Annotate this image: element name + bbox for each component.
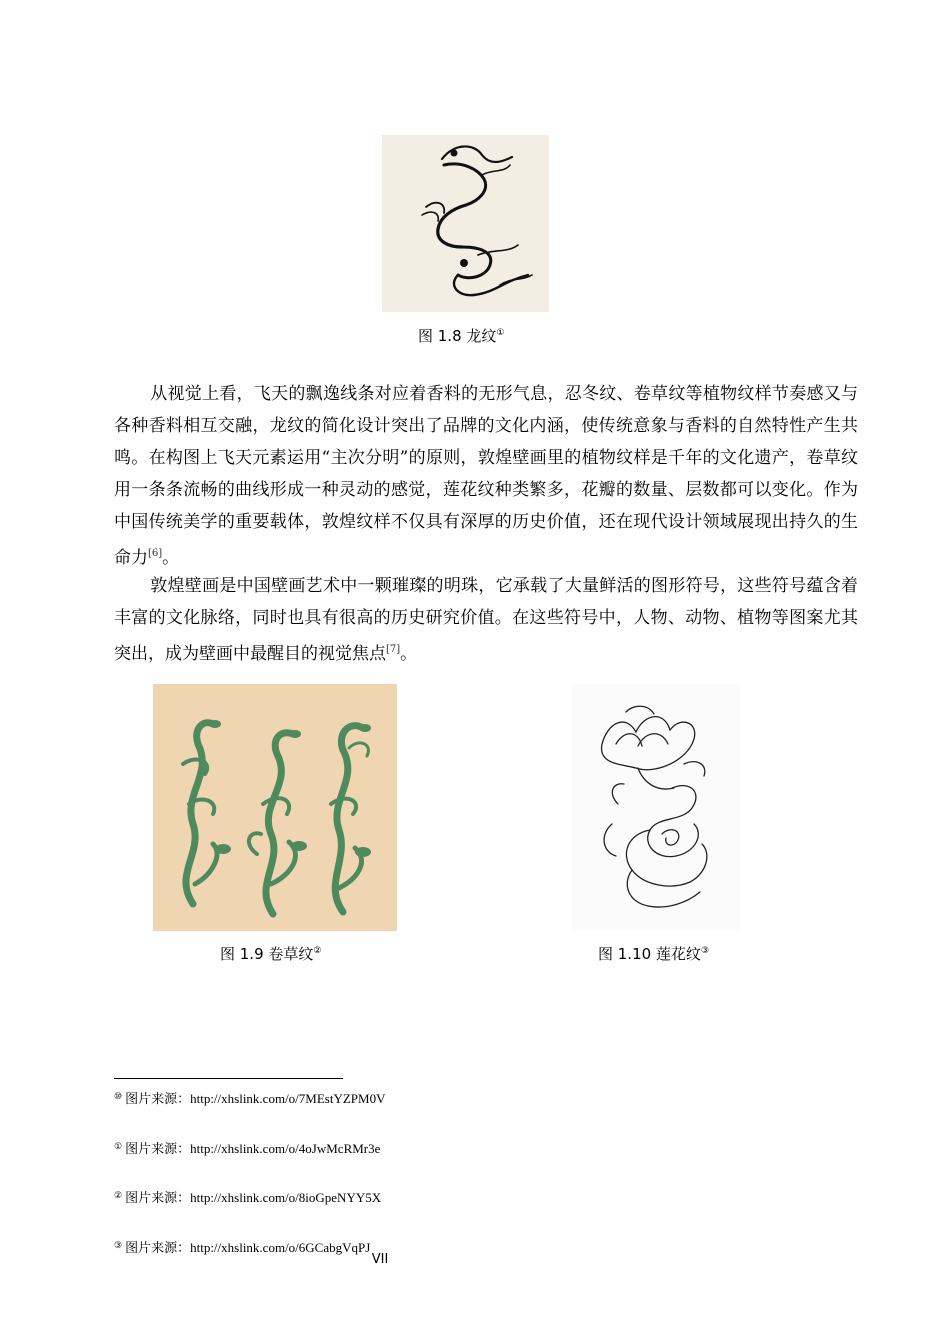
footnote-prefix: 图片来源： bbox=[125, 1190, 191, 1205]
page-number: VII bbox=[371, 1252, 389, 1267]
footnote-mark: ① bbox=[114, 1141, 123, 1151]
figure-label: 图 1.9 卷草纹 bbox=[220, 945, 314, 963]
footnote-ref: ② bbox=[313, 946, 322, 956]
paragraph-text: 敦煌壁画是中国壁画艺术中一颗璀璨的明珠，它承载了大量鲜活的图形符号，这些符号蕴含着丰富的文化脉络，同时也具有很高的历史研究价值。在这些符号中，人物、动物、植物等图案尤其突出，成为壁画中最醒目的视觉焦点 bbox=[114, 576, 858, 664]
figure-caption-scroll bbox=[220, 941, 321, 964]
footnote-item bbox=[114, 1138, 380, 1157]
footnote-prefix: 图片来源： bbox=[125, 1141, 191, 1156]
figure-label: 图 1.10 莲花纹 bbox=[598, 945, 701, 963]
scroll-pattern-image bbox=[153, 684, 397, 931]
scroll-pattern-illustration bbox=[153, 684, 397, 931]
footnote-mark: ② bbox=[114, 1190, 123, 1200]
citation-ref: [6] bbox=[148, 548, 163, 559]
footnote-separator bbox=[114, 1078, 343, 1079]
footnote-item bbox=[114, 1088, 385, 1107]
body-paragraph-2 bbox=[114, 570, 858, 670]
dragon-pattern-image bbox=[382, 135, 549, 312]
footnote-item bbox=[114, 1187, 381, 1206]
footnote-prefix: 图片来源： bbox=[125, 1091, 191, 1106]
footnote-mark: ⑩ bbox=[114, 1091, 123, 1101]
figure-label: 图 1.8 龙纹 bbox=[418, 327, 497, 345]
footnote-ref: ③ bbox=[700, 946, 710, 956]
body-paragraph-1 bbox=[114, 378, 858, 574]
paragraph-text: 从视觉上看，飞天的飘逸线条对应着香料的无形气息，忍冬纹、卷草纹等植物纹样节奏感又与各种香料相互交融，龙纹的简化设计突出了品牌的文化内涵，使传统意象与香料的自然特性产生共鸣。在构图上飞天元素运用“主次分明”的原则，敦煌壁画里的植物纹样是千年的文化遗产，卷草纹用一条条流畅的曲线形成一种灵动的感觉，莲花纹种类繁多，花瓣的数量、层数都可以变化。作为中国传统美学的重要载体，敦煌纹样不仅具有深厚的历史价值，还在现代设计领域展现出持久的生命力 bbox=[114, 384, 858, 568]
footnote-prefix: 图片来源： bbox=[125, 1240, 191, 1255]
figure-caption-dragon bbox=[418, 323, 504, 346]
footnote-link[interactable]: http://xhslink.com/o/8ioGpeNYY5X bbox=[190, 1190, 382, 1205]
footnote-ref: ① bbox=[496, 328, 505, 338]
lotus-pattern-image bbox=[572, 684, 740, 931]
lotus-pattern-illustration bbox=[572, 684, 740, 931]
footnote-link[interactable]: http://xhslink.com/o/7MEstYZPM0V bbox=[190, 1091, 386, 1106]
citation-ref: [7] bbox=[386, 644, 401, 655]
paragraph-end: 。 bbox=[400, 644, 418, 664]
footnote-mark: ③ bbox=[114, 1240, 123, 1250]
footnote-link[interactable]: http://xhslink.com/o/6GCabgVqPJ bbox=[190, 1240, 371, 1255]
paragraph-end: 。 bbox=[162, 548, 180, 568]
dragon-pattern-illustration bbox=[382, 135, 549, 312]
footnote-link[interactable]: http://xhslink.com/o/4oJwMcRMr3e bbox=[190, 1141, 381, 1156]
figure-caption-lotus bbox=[598, 941, 709, 964]
